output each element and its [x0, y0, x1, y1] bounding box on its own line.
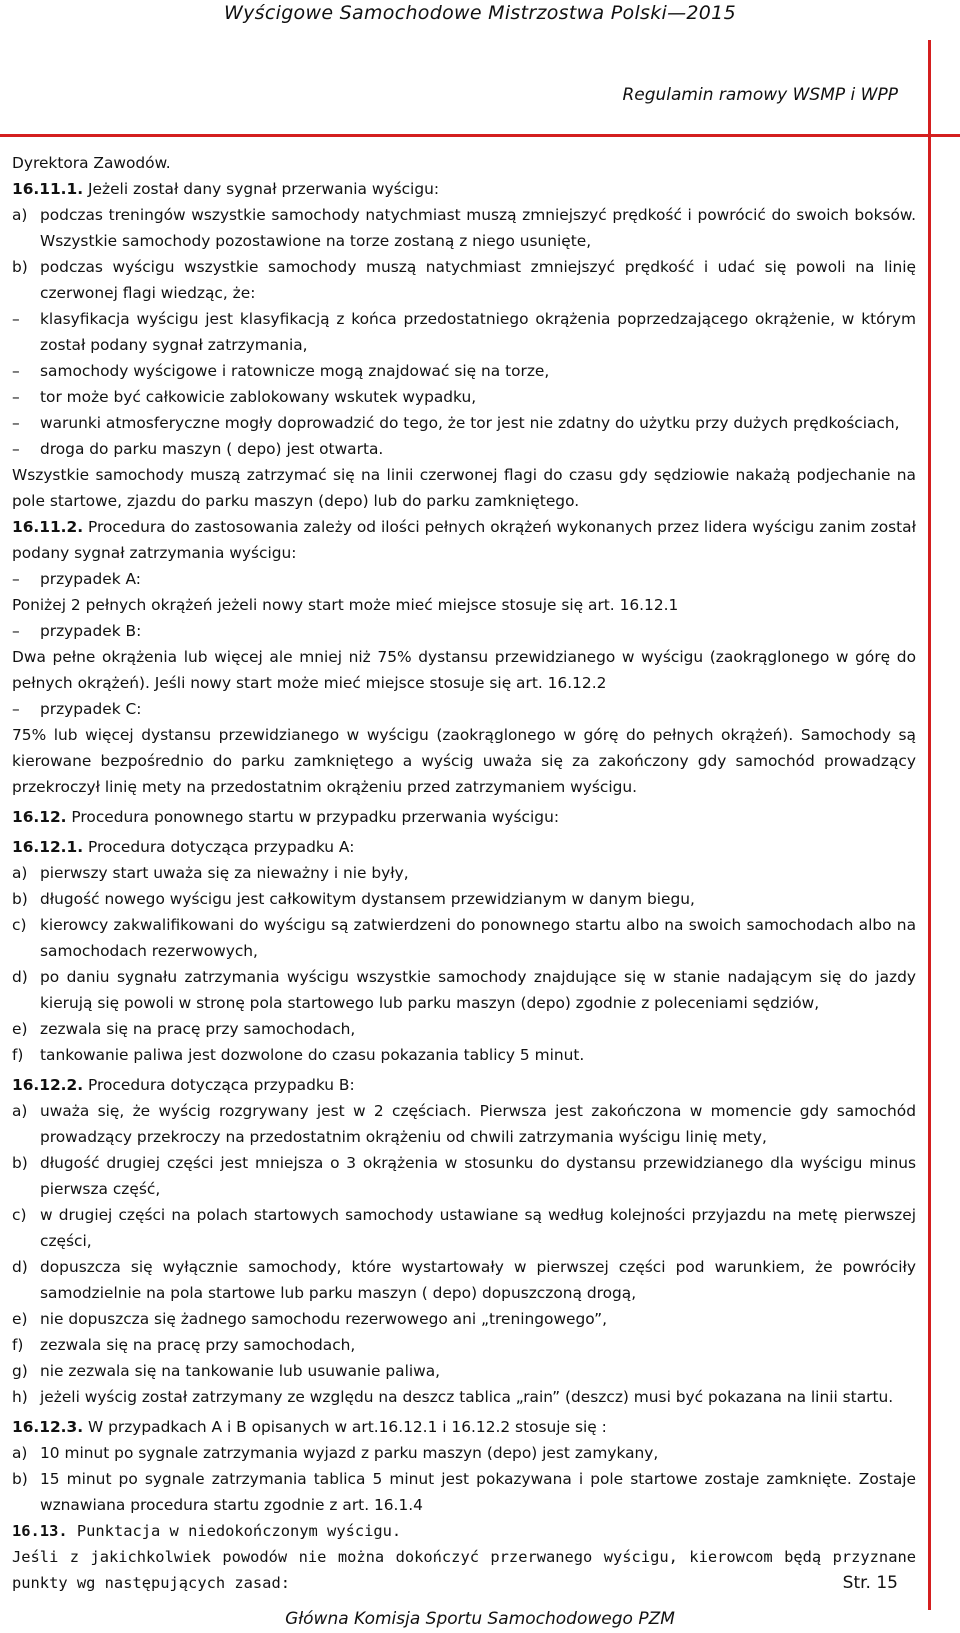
list-item [12, 1306, 916, 1332]
list-item-text: długość nowego wyścigu jest całkowitym dystansem przewidzianym w danym biegu, [40, 890, 695, 908]
list-item [12, 410, 916, 436]
case-c [12, 696, 916, 722]
case-c-text: 75% lub więcej dystansu przewidzianego w wyścigu (zaokrąglonego w górę do pełnych okrążeń). Samochody są kierowane bezpośrednio do parku zamkniętego a wyścig uważa się za zakończony gdy samochód prowadzący przekroczył linię mety na przedostatnim okrążeniu przed zatrzymaniem wyścigu. [12, 726, 916, 796]
section-16-12-3 [12, 1414, 916, 1440]
list-item [12, 1098, 916, 1150]
case-label: przypadek C: [40, 700, 142, 718]
section-number: 16.11.1. [12, 180, 84, 198]
list-item [12, 1440, 916, 1466]
list-item-text: po daniu sygnału zatrzymania wyścigu wszystkie samochody znajdujące się w stanie nadającym się do jazdy kierują się powoli w stronę pola startowego lub parku maszyn (depo) zgodnie z poleceniami sędziów, [40, 968, 916, 1012]
section-16-11-1 [12, 176, 916, 202]
list-item [12, 912, 916, 964]
list-item-text: jeżeli wyścig został zatrzymany ze względu na deszcz tablica „rain” (deszcz) musi być pokazana na linii startu. [40, 1388, 894, 1406]
list-item [12, 202, 916, 254]
list-item [12, 964, 916, 1016]
list-item [12, 1358, 916, 1384]
dash-marker: – [12, 570, 20, 588]
section-number: 16.11.2. [12, 518, 84, 536]
case-b [12, 618, 916, 644]
list-marker: b) [12, 1154, 28, 1172]
case-label: przypadek B: [40, 622, 142, 640]
list-16-11-1 [12, 202, 916, 306]
paragraph: Jeśli z jakichkolwiek powodów nie można dokończyć przerwanego wyścigu, kierowcom będą przyznane punkty wg następujących zasad: [12, 1548, 916, 1592]
list-item-text: samochody wyścigowe i ratownicze mogą znajdować się na torze, [40, 362, 550, 380]
list-item-text: klasyfikacja wyścigu jest klasyfikacją z końca przedostatniego okrążenia poprzedzającego okrążenie, w którym został podany sygnał zatrzymania, [40, 310, 916, 354]
section-16-11-2 [12, 514, 916, 566]
list-case-b [12, 1098, 916, 1410]
list-marker: b) [12, 258, 28, 276]
section-text: Procedura do zastosowania zależy od ilości pełnych okrążeń wykonanych przez lidera wyścigu zanim został podany sygnał zatrzymania wyścigu: [12, 518, 916, 562]
list-item-text: 10 minut po sygnale zatrzymania wyjazd z parku maszyn (depo) jest zamykany, [40, 1444, 659, 1462]
list-marker: g) [12, 1362, 28, 1380]
list-item [12, 306, 916, 358]
list-marker: e) [12, 1310, 28, 1328]
list-item [12, 860, 916, 886]
document-body [12, 150, 916, 1596]
list-item [12, 436, 916, 462]
list-item-text: pierwszy start uważa się za nieważny i nie były, [40, 864, 409, 882]
list-marker: a) [12, 864, 28, 882]
list-item-text: zezwala się na pracę przy samochodach, [40, 1020, 356, 1038]
page-number: Str. 15 [842, 1573, 898, 1593]
list-item [12, 1384, 916, 1410]
list-item [12, 1202, 916, 1254]
header-subtitle: Regulamin ramowy WSMP i WPP [622, 85, 898, 105]
list-item [12, 566, 916, 592]
case-a-text: Poniżej 2 pełnych okrążeń jeżeli nowy start może mieć miejsce stosuje się art. 16.12.1 [12, 596, 679, 614]
list-item [12, 1254, 916, 1306]
section-text: Punktacja w niedokończonym wyścigu. [67, 1522, 402, 1540]
dash-marker: – [12, 388, 20, 406]
list-marker: b) [12, 890, 28, 908]
paragraph: Wszystkie samochody muszą zatrzymać się na linii czerwonej flagi do czasu gdy sędziowie nakażą podjechanie na pole startowe, zjazdu do parku maszyn (depo) lub do parku zamkniętego. [12, 466, 916, 510]
list-marker: b) [12, 1470, 28, 1488]
list-item [12, 384, 916, 410]
case-a [12, 566, 916, 592]
list-item [12, 1466, 916, 1518]
section-text: Jeżeli został dany sygnał przerwania wyścigu: [83, 180, 440, 198]
list-item-text: droga do parku maszyn ( depo) jest otwarta. [40, 440, 384, 458]
list-item [12, 1016, 916, 1042]
section-text: Procedura ponownego startu w przypadku przerwania wyścigu: [66, 808, 560, 826]
section-16-12-2 [12, 1072, 916, 1098]
list-marker: d) [12, 968, 28, 986]
list-item-text: w drugiej części na polach startowych samochody ustawiane są według kolejności przyjazdu na metę pierwszej części, [40, 1206, 916, 1250]
list-marker: c) [12, 916, 27, 934]
section-number: 16.12. [12, 808, 67, 826]
section-text: Procedura dotycząca przypadku A: [83, 838, 355, 856]
section-16-12-1 [12, 834, 916, 860]
list-item-text: długość drugiej części jest mniejsza o 3 okrążenia w stosunku do dystansu przewidzianego dla wyścigu minus pierwsza część, [40, 1154, 916, 1198]
section-number: 16.13. [12, 1522, 68, 1540]
list-case-a [12, 860, 916, 1068]
header-title: Wyścigowe Samochodowe Mistrzostwa Polski—2015 [224, 2, 736, 24]
list-marker: h) [12, 1388, 28, 1406]
list-item [12, 696, 916, 722]
list-item-text: nie zezwala się na tankowanie lub usuwanie paliwa, [40, 1362, 441, 1380]
list-item [12, 1150, 916, 1202]
section-number: 16.12.1. [12, 838, 84, 856]
list-item-text: nie dopuszcza się żadnego samochodu rezerwowego ani „treningowego”, [40, 1310, 608, 1328]
list-marker: d) [12, 1258, 28, 1276]
list-marker: f) [12, 1046, 24, 1064]
list-item-text: warunki atmosferyczne mogły doprowadzić do tego, że tor jest nie zdatny do użytku przy dużych prędkościach, [40, 414, 900, 432]
list-item [12, 618, 916, 644]
list-item-text: dopuszcza się wyłącznie samochody, które wystartowały w pierwszej części pod warunkiem, że powróciły samodzielnie na pola startowe lub parku maszyn ( depo) dopuszczoną drogą, [40, 1258, 916, 1302]
list-marker: e) [12, 1020, 28, 1038]
section-text: W przypadkach A i B opisanych w art.16.12.1 i 16.12.2 stosuje się : [83, 1418, 607, 1436]
list-marker: f) [12, 1336, 24, 1354]
section-16-12 [12, 804, 916, 830]
list-item-text: tankowanie paliwa jest dozwolone do czasu pokazania tablicy 5 minut. [40, 1046, 585, 1064]
paragraph: Dyrektora Zawodów. [12, 154, 171, 172]
footer-org: Główna Komisja Sportu Samochodowego PZM [285, 1609, 675, 1629]
header-rule [0, 134, 960, 137]
list-item-text: 15 minut po sygnale zatrzymania tablica 5 minut jest pokazywana i pole startowe zostaje zamknięte. Zostaje wznawiana procedura startu zgodnie z art. 16.1.4 [40, 1470, 916, 1514]
section-number: 16.12.2. [12, 1076, 84, 1094]
list-marker: a) [12, 1444, 28, 1462]
dash-list-conditions [12, 306, 916, 462]
list-item-text: podczas wyścigu wszystkie samochody muszą natychmiast zmniejszyć prędkość i udać się powoli na linię czerwonej flagi wiedząc, że: [40, 258, 916, 302]
margin-rule [928, 40, 931, 1610]
list-item [12, 1042, 916, 1068]
list-item [12, 886, 916, 912]
list-marker: a) [12, 1102, 28, 1120]
list-marker: c) [12, 1206, 27, 1224]
list-item-text: zezwala się na pracę przy samochodach, [40, 1336, 356, 1354]
list-item [12, 254, 916, 306]
dash-marker: – [12, 362, 20, 380]
list-case-ab [12, 1440, 916, 1518]
case-label: przypadek A: [40, 570, 141, 588]
dash-marker: – [12, 622, 20, 640]
section-text: Procedura dotycząca przypadku B: [83, 1076, 355, 1094]
section-number: 16.12.3. [12, 1418, 84, 1436]
dash-marker: – [12, 310, 20, 328]
list-item-text: kierowcy zakwalifikowani do wyścigu są zatwierdzeni do ponownego startu albo na swoich samochodach albo na samochodach rezerwowych, [40, 916, 916, 960]
section-16-13 [12, 1518, 916, 1544]
case-b-text: Dwa pełne okrążenia lub więcej ale mniej niż 75% dystansu przewidzianego w wyścigu (zaokrąglonego w górę do pełnych okrążeń). Jeśli nowy start może mieć miejsce stosuje się art. 16.12.2 [12, 648, 916, 692]
list-item-text: uważa się, że wyścig rozgrywany jest w 2 częściach. Pierwsza jest zakończona w momencie gdy samochód prowadzący przekroczy na przedostatnim okrążeniu od chwili zatrzymania wyścigu linię mety, [40, 1102, 916, 1146]
list-item [12, 1332, 916, 1358]
list-item-text: podczas treningów wszystkie samochody natychmiast muszą zmniejszyć prędkość i powrócić do swoich boksów. Wszystkie samochody pozostawione na torze zostaną z niego usunięte, [40, 206, 916, 250]
dash-marker: – [12, 440, 20, 458]
list-marker: a) [12, 206, 28, 224]
dash-marker: – [12, 700, 20, 718]
list-item-text: tor może być całkowicie zablokowany wskutek wypadku, [40, 388, 477, 406]
dash-marker: – [12, 414, 20, 432]
list-item [12, 358, 916, 384]
